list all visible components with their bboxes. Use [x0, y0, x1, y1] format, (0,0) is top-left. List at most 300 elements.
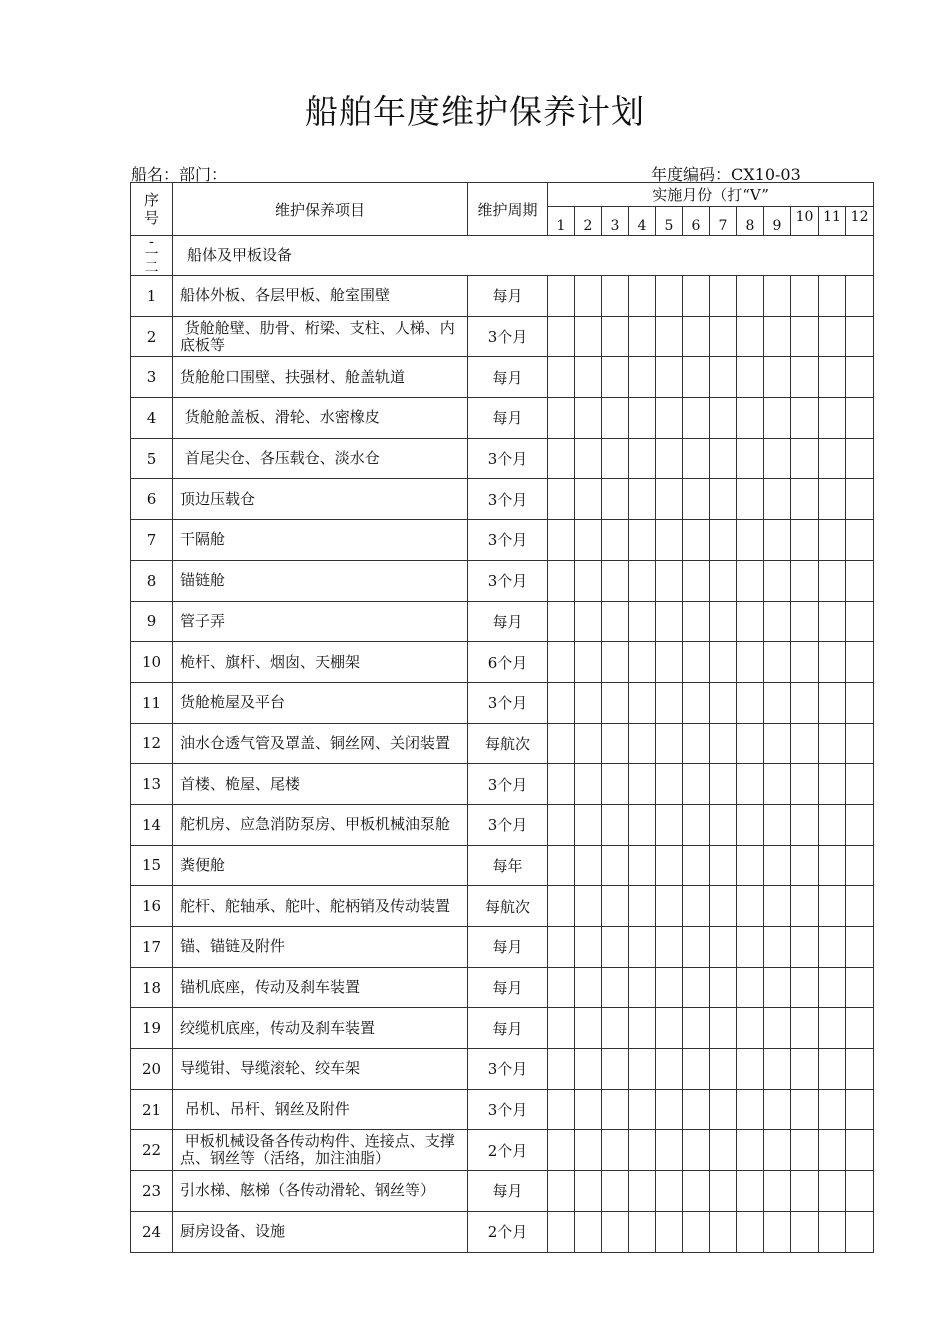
month-header-10: 10 [791, 207, 819, 236]
month-check-cell[interactable] [846, 560, 874, 601]
month-check-cell[interactable] [819, 1211, 846, 1252]
month-check-cell[interactable] [656, 1130, 683, 1171]
month-check-cell[interactable] [602, 560, 629, 601]
month-check-cell[interactable] [737, 642, 764, 683]
month-check-cell[interactable] [602, 398, 629, 439]
header-item: 维护保养项目 [173, 183, 468, 236]
month-check-cell[interactable] [846, 438, 874, 479]
month-check-cell[interactable] [764, 560, 791, 601]
month-check-cell[interactable] [764, 276, 791, 317]
month-check-cell[interactable] [629, 967, 656, 1008]
month-check-cell[interactable] [575, 438, 602, 479]
month-check-cell[interactable] [602, 438, 629, 479]
month-check-cell[interactable] [846, 927, 874, 968]
month-check-cell[interactable] [846, 520, 874, 561]
month-check-cell[interactable] [846, 886, 874, 927]
month-check-cell[interactable] [629, 642, 656, 683]
month-check-cell[interactable] [548, 1008, 575, 1049]
month-check-cell[interactable] [846, 1171, 874, 1212]
month-check-cell[interactable] [548, 438, 575, 479]
month-check-cell[interactable] [683, 723, 710, 764]
month-check-cell[interactable] [683, 1211, 710, 1252]
month-check-cell[interactable] [819, 276, 846, 317]
table-row [131, 1171, 874, 1212]
month-check-cell[interactable] [656, 804, 683, 845]
month-check-cell[interactable] [629, 1008, 656, 1049]
month-check-cell[interactable] [846, 845, 874, 886]
month-check-cell[interactable] [819, 1008, 846, 1049]
month-check-cell[interactable] [683, 682, 710, 723]
month-check-cell[interactable] [602, 316, 629, 357]
month-check-cell[interactable] [548, 276, 575, 317]
month-check-cell[interactable] [791, 682, 819, 723]
month-check-cell[interactable] [846, 357, 874, 398]
month-check-cell[interactable] [656, 601, 683, 642]
month-check-cell[interactable] [764, 1089, 791, 1130]
month-check-cell[interactable] [683, 316, 710, 357]
month-check-cell[interactable] [656, 642, 683, 683]
month-check-cell[interactable] [846, 1008, 874, 1049]
month-check-cell[interactable] [602, 1008, 629, 1049]
month-check-cell[interactable] [791, 479, 819, 520]
month-check-cell[interactable] [764, 642, 791, 683]
month-check-cell[interactable] [819, 927, 846, 968]
month-check-cell[interactable] [737, 601, 764, 642]
month-check-cell[interactable] [791, 764, 819, 805]
month-check-cell[interactable] [602, 723, 629, 764]
month-check-cell[interactable] [602, 1130, 629, 1171]
month-check-cell[interactable] [737, 398, 764, 439]
month-check-cell[interactable] [737, 520, 764, 561]
month-header-7: 7 [710, 207, 737, 236]
month-check-cell[interactable] [683, 479, 710, 520]
month-check-cell[interactable] [548, 1211, 575, 1252]
month-check-cell[interactable] [602, 764, 629, 805]
month-check-cell[interactable] [846, 1089, 874, 1130]
month-check-cell[interactable] [819, 398, 846, 439]
month-check-cell[interactable] [764, 927, 791, 968]
month-check-cell[interactable] [548, 316, 575, 357]
month-check-cell[interactable] [656, 316, 683, 357]
month-check-cell[interactable] [737, 967, 764, 1008]
month-check-cell[interactable] [629, 1211, 656, 1252]
month-check-cell[interactable] [710, 1171, 737, 1212]
month-check-cell[interactable] [629, 276, 656, 317]
month-check-cell[interactable] [819, 723, 846, 764]
month-check-cell[interactable] [683, 438, 710, 479]
month-check-cell[interactable] [710, 1008, 737, 1049]
month-check-cell[interactable] [846, 764, 874, 805]
month-check-cell[interactable] [791, 886, 819, 927]
month-check-cell[interactable] [710, 1130, 737, 1171]
month-check-cell[interactable] [548, 845, 575, 886]
month-check-cell[interactable] [710, 560, 737, 601]
month-check-cell[interactable] [656, 1089, 683, 1130]
month-check-cell[interactable] [764, 886, 791, 927]
month-check-cell[interactable] [629, 479, 656, 520]
month-check-cell[interactable] [846, 316, 874, 357]
month-check-cell[interactable] [656, 357, 683, 398]
month-check-cell[interactable] [548, 967, 575, 1008]
month-check-cell[interactable] [819, 967, 846, 1008]
month-check-cell[interactable] [737, 1049, 764, 1090]
month-check-cell[interactable] [629, 601, 656, 642]
month-check-cell[interactable] [737, 1171, 764, 1212]
month-check-cell[interactable] [656, 1008, 683, 1049]
month-check-cell[interactable] [548, 1130, 575, 1171]
month-check-cell[interactable] [548, 601, 575, 642]
month-check-cell[interactable] [737, 682, 764, 723]
month-check-cell[interactable] [791, 1211, 819, 1252]
month-check-cell[interactable] [602, 1171, 629, 1212]
month-check-cell[interactable] [548, 398, 575, 439]
month-check-cell[interactable] [683, 1049, 710, 1090]
month-check-cell[interactable] [548, 520, 575, 561]
month-check-cell[interactable] [575, 1171, 602, 1212]
month-check-cell[interactable] [819, 845, 846, 886]
maintenance-cycle: 3个月 [468, 1049, 548, 1090]
month-check-cell[interactable] [575, 927, 602, 968]
month-check-cell[interactable] [548, 357, 575, 398]
month-check-cell[interactable] [575, 357, 602, 398]
month-check-cell[interactable] [737, 1089, 764, 1130]
month-check-cell[interactable] [819, 886, 846, 927]
month-check-cell[interactable] [764, 1049, 791, 1090]
month-check-cell[interactable] [764, 601, 791, 642]
month-check-cell[interactable] [656, 967, 683, 1008]
month-check-cell[interactable] [629, 438, 656, 479]
month-check-cell[interactable] [575, 1008, 602, 1049]
month-check-cell[interactable] [629, 845, 656, 886]
month-check-cell[interactable] [764, 398, 791, 439]
month-check-cell[interactable] [683, 1089, 710, 1130]
month-check-cell[interactable] [791, 845, 819, 886]
month-check-cell[interactable] [575, 276, 602, 317]
month-check-cell[interactable] [683, 601, 710, 642]
month-check-cell[interactable] [819, 1171, 846, 1212]
month-check-cell[interactable] [602, 601, 629, 642]
month-check-cell[interactable] [602, 967, 629, 1008]
month-check-cell[interactable] [764, 804, 791, 845]
month-check-cell[interactable] [737, 927, 764, 968]
month-check-cell[interactable] [819, 764, 846, 805]
month-check-cell[interactable] [575, 1211, 602, 1252]
month-check-cell[interactable] [710, 927, 737, 968]
month-check-cell[interactable] [602, 1211, 629, 1252]
month-check-cell[interactable] [791, 316, 819, 357]
month-check-cell[interactable] [683, 764, 710, 805]
month-check-cell[interactable] [683, 1130, 710, 1171]
month-check-cell[interactable] [710, 642, 737, 683]
month-check-cell[interactable] [737, 276, 764, 317]
month-check-cell[interactable] [791, 438, 819, 479]
month-check-cell[interactable] [791, 723, 819, 764]
month-check-cell[interactable] [764, 316, 791, 357]
month-check-cell[interactable] [629, 398, 656, 439]
month-check-cell[interactable] [791, 1171, 819, 1212]
month-check-cell[interactable] [575, 642, 602, 683]
month-check-cell[interactable] [791, 276, 819, 317]
table-row [131, 764, 874, 805]
month-check-cell[interactable] [819, 804, 846, 845]
month-check-cell[interactable] [683, 560, 710, 601]
month-check-cell[interactable] [819, 1049, 846, 1090]
month-check-cell[interactable] [629, 1130, 656, 1171]
month-check-cell[interactable] [764, 479, 791, 520]
month-check-cell[interactable] [737, 560, 764, 601]
month-check-cell[interactable] [819, 642, 846, 683]
month-check-cell[interactable] [656, 1211, 683, 1252]
row-number: 15 [131, 845, 173, 886]
month-check-cell[interactable] [737, 1211, 764, 1252]
month-check-cell[interactable] [819, 438, 846, 479]
month-check-cell[interactable] [575, 316, 602, 357]
month-check-cell[interactable] [791, 1049, 819, 1090]
month-check-cell[interactable] [602, 886, 629, 927]
month-check-cell[interactable] [710, 520, 737, 561]
month-check-cell[interactable] [602, 927, 629, 968]
month-check-cell[interactable] [710, 1211, 737, 1252]
month-check-cell[interactable] [737, 479, 764, 520]
month-check-cell[interactable] [548, 1171, 575, 1212]
month-check-cell[interactable] [548, 927, 575, 968]
month-check-cell[interactable] [737, 845, 764, 886]
month-check-cell[interactable] [575, 560, 602, 601]
month-check-cell[interactable] [683, 1171, 710, 1212]
page-title: 船舶年度维护保养计划 [305, 92, 645, 131]
month-check-cell[interactable] [602, 276, 629, 317]
month-check-cell[interactable] [791, 1089, 819, 1130]
month-check-cell[interactable] [683, 520, 710, 561]
month-check-cell[interactable] [846, 1130, 874, 1171]
month-check-cell[interactable] [737, 438, 764, 479]
month-check-cell[interactable] [764, 764, 791, 805]
month-check-cell[interactable] [710, 316, 737, 357]
month-check-cell[interactable] [602, 804, 629, 845]
month-check-cell[interactable] [710, 601, 737, 642]
month-check-cell[interactable] [575, 764, 602, 805]
month-check-cell[interactable] [629, 520, 656, 561]
month-check-cell[interactable] [683, 845, 710, 886]
month-check-cell[interactable] [575, 804, 602, 845]
month-check-cell[interactable] [602, 642, 629, 683]
month-check-cell[interactable] [791, 1008, 819, 1049]
month-check-cell[interactable] [791, 357, 819, 398]
maintenance-cycle: 3个月 [468, 479, 548, 520]
month-check-cell[interactable] [737, 357, 764, 398]
month-check-cell[interactable] [575, 398, 602, 439]
month-check-cell[interactable] [548, 723, 575, 764]
month-check-cell[interactable] [575, 1130, 602, 1171]
month-check-cell[interactable] [683, 886, 710, 927]
month-check-cell[interactable] [602, 520, 629, 561]
month-check-cell[interactable] [656, 438, 683, 479]
month-check-cell[interactable] [710, 804, 737, 845]
month-check-cell[interactable] [575, 682, 602, 723]
month-check-cell[interactable] [819, 601, 846, 642]
month-check-cell[interactable] [764, 723, 791, 764]
month-check-cell[interactable] [683, 642, 710, 683]
month-check-cell[interactable] [629, 1089, 656, 1130]
month-check-cell[interactable] [683, 927, 710, 968]
month-check-cell[interactable] [846, 967, 874, 1008]
month-check-cell[interactable] [656, 398, 683, 439]
month-check-cell[interactable] [764, 1008, 791, 1049]
month-check-cell[interactable] [764, 357, 791, 398]
month-check-cell[interactable] [791, 560, 819, 601]
month-check-cell[interactable] [575, 479, 602, 520]
month-check-cell[interactable] [791, 967, 819, 1008]
month-check-cell[interactable] [602, 1049, 629, 1090]
month-check-cell[interactable] [764, 967, 791, 1008]
month-check-cell[interactable] [737, 886, 764, 927]
month-check-cell[interactable] [629, 357, 656, 398]
month-check-cell[interactable] [548, 1049, 575, 1090]
month-check-cell[interactable] [629, 682, 656, 723]
month-check-cell[interactable] [656, 560, 683, 601]
month-check-cell[interactable] [819, 520, 846, 561]
month-check-cell[interactable] [629, 560, 656, 601]
month-check-cell[interactable] [710, 357, 737, 398]
month-check-cell[interactable] [683, 357, 710, 398]
month-check-cell[interactable] [629, 764, 656, 805]
month-check-cell[interactable] [656, 520, 683, 561]
month-check-cell[interactable] [710, 723, 737, 764]
month-check-cell[interactable] [791, 804, 819, 845]
month-check-cell[interactable] [656, 723, 683, 764]
month-check-cell[interactable] [575, 967, 602, 1008]
month-check-cell[interactable] [846, 1049, 874, 1090]
month-check-cell[interactable] [710, 967, 737, 1008]
month-check-cell[interactable] [710, 1089, 737, 1130]
month-check-cell[interactable] [846, 276, 874, 317]
month-check-cell[interactable] [548, 682, 575, 723]
month-check-cell[interactable] [656, 886, 683, 927]
month-check-cell[interactable] [629, 804, 656, 845]
month-check-cell[interactable] [575, 723, 602, 764]
month-check-cell[interactable] [764, 682, 791, 723]
month-check-cell[interactable] [737, 1130, 764, 1171]
month-check-cell[interactable] [548, 764, 575, 805]
month-check-cell[interactable] [819, 682, 846, 723]
month-check-cell[interactable] [602, 479, 629, 520]
month-check-cell[interactable] [548, 804, 575, 845]
month-check-cell[interactable] [737, 764, 764, 805]
month-check-cell[interactable] [764, 845, 791, 886]
month-check-cell[interactable] [710, 276, 737, 317]
month-check-cell[interactable] [819, 357, 846, 398]
maintenance-item: 桅杆、旗杆、烟囱、天棚架 [173, 642, 468, 683]
month-check-cell[interactable] [846, 682, 874, 723]
month-check-cell[interactable] [683, 398, 710, 439]
month-check-cell[interactable] [656, 682, 683, 723]
month-check-cell[interactable] [575, 886, 602, 927]
month-check-cell[interactable] [683, 276, 710, 317]
month-check-cell[interactable] [602, 682, 629, 723]
month-check-cell[interactable] [764, 1130, 791, 1171]
month-check-cell[interactable] [846, 723, 874, 764]
month-check-cell[interactable] [846, 601, 874, 642]
month-check-cell[interactable] [602, 357, 629, 398]
month-check-cell[interactable] [656, 764, 683, 805]
month-check-cell[interactable] [819, 560, 846, 601]
month-check-cell[interactable] [819, 316, 846, 357]
month-check-cell[interactable] [656, 927, 683, 968]
month-check-cell[interactable] [791, 927, 819, 968]
month-check-cell[interactable] [846, 642, 874, 683]
month-check-cell[interactable] [737, 1008, 764, 1049]
month-check-cell[interactable] [575, 1049, 602, 1090]
month-check-cell[interactable] [737, 804, 764, 845]
month-check-cell[interactable] [656, 479, 683, 520]
month-check-cell[interactable] [710, 764, 737, 805]
month-check-cell[interactable] [629, 316, 656, 357]
month-check-cell[interactable] [710, 845, 737, 886]
month-check-cell[interactable] [819, 1130, 846, 1171]
month-check-cell[interactable] [737, 316, 764, 357]
month-check-cell[interactable] [710, 1049, 737, 1090]
month-check-cell[interactable] [764, 520, 791, 561]
month-check-cell[interactable] [575, 845, 602, 886]
month-check-cell[interactable] [764, 1211, 791, 1252]
row-number: 1 [131, 276, 173, 317]
month-check-cell[interactable] [629, 1049, 656, 1090]
month-check-cell[interactable] [791, 1130, 819, 1171]
month-check-cell[interactable] [656, 1049, 683, 1090]
month-check-cell[interactable] [548, 886, 575, 927]
month-check-cell[interactable] [602, 845, 629, 886]
maintenance-item: 吊机、吊杆、钢丝及附件 [173, 1089, 468, 1130]
month-check-cell[interactable] [710, 438, 737, 479]
month-check-cell[interactable] [819, 1089, 846, 1130]
month-check-cell[interactable] [791, 520, 819, 561]
month-check-cell[interactable] [656, 276, 683, 317]
month-check-cell[interactable] [710, 886, 737, 927]
month-check-cell[interactable] [656, 1171, 683, 1212]
month-check-cell[interactable] [548, 479, 575, 520]
month-check-cell[interactable] [710, 682, 737, 723]
month-check-cell[interactable] [819, 479, 846, 520]
month-check-cell[interactable] [710, 479, 737, 520]
month-check-cell[interactable] [737, 723, 764, 764]
month-check-cell[interactable] [548, 560, 575, 601]
month-check-cell[interactable] [791, 398, 819, 439]
month-check-cell[interactable] [710, 398, 737, 439]
month-check-cell[interactable] [846, 1211, 874, 1252]
month-check-cell[interactable] [764, 1171, 791, 1212]
month-check-cell[interactable] [791, 601, 819, 642]
month-check-cell[interactable] [683, 804, 710, 845]
month-check-cell[interactable] [629, 886, 656, 927]
month-check-cell[interactable] [629, 927, 656, 968]
month-check-cell[interactable] [791, 642, 819, 683]
month-check-cell[interactable] [846, 804, 874, 845]
month-check-cell[interactable] [683, 1008, 710, 1049]
month-check-cell[interactable] [575, 520, 602, 561]
month-check-cell[interactable] [629, 723, 656, 764]
month-check-cell[interactable] [764, 438, 791, 479]
month-check-cell[interactable] [548, 1089, 575, 1130]
month-check-cell[interactable] [656, 845, 683, 886]
month-check-cell[interactable] [629, 1171, 656, 1212]
month-check-cell[interactable] [602, 1089, 629, 1130]
month-check-cell[interactable] [683, 967, 710, 1008]
month-check-cell[interactable] [846, 398, 874, 439]
month-check-cell[interactable] [575, 1089, 602, 1130]
month-check-cell[interactable] [548, 642, 575, 683]
month-check-cell[interactable] [846, 479, 874, 520]
month-check-cell[interactable] [575, 601, 602, 642]
